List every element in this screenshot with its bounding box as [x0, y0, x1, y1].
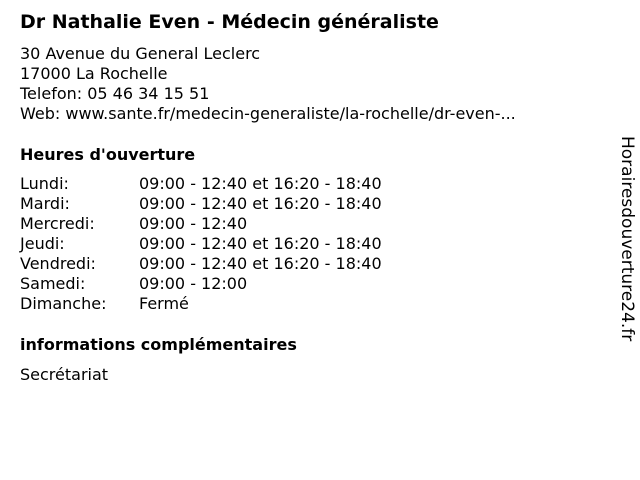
time-value: 09:00 - 12:40: [139, 214, 248, 233]
website-link[interactable]: Web: www.sante.fr/medecin-generaliste/la-rochelle/dr-even-...: [20, 104, 516, 123]
day-label: Vendredi:: [20, 254, 96, 273]
day-label: Mardi:: [20, 194, 70, 213]
hours-row-mardi: [20, 194, 382, 214]
site-watermark: [612, 136, 638, 376]
hours-row-jeudi: [20, 234, 382, 254]
time-value: 09:00 - 12:40 et 16:20 - 18:40: [139, 234, 382, 253]
street-address: 30 Avenue du General Leclerc: [20, 44, 261, 63]
hours-row-lundi: [20, 174, 382, 194]
day-label: Mercredi:: [20, 214, 95, 233]
time-value: Fermé: [139, 294, 189, 313]
time-value: 09:00 - 12:40 et 16:20 - 18:40: [139, 194, 382, 213]
opening-hours-heading: Heures d'ouverture: [20, 145, 196, 164]
time-value: 09:00 - 12:40 et 16:20 - 18:40: [139, 254, 382, 273]
hours-row-dimanche: [20, 294, 382, 314]
opening-hours-table: [20, 174, 382, 314]
city-address: 17000 La Rochelle: [20, 64, 168, 83]
watermark-text: Horairesdouverture24.fr: [617, 136, 637, 342]
time-value: 09:00 - 12:40 et 16:20 - 18:40: [139, 174, 382, 193]
day-label: Lundi:: [20, 174, 69, 193]
page-title: Dr Nathalie Even - Médecin généraliste: [20, 11, 439, 33]
phone-number: Telefon: 05 46 34 15 51: [20, 84, 210, 103]
time-value: 09:00 - 12:00: [139, 274, 248, 293]
address-block: [20, 44, 516, 124]
additional-info-heading: informations complémentaires: [20, 335, 297, 354]
day-label: Samedi:: [20, 274, 86, 293]
hours-row-vendredi: [20, 254, 382, 274]
day-label: Jeudi:: [20, 234, 65, 253]
hours-row-samedi: [20, 274, 382, 294]
day-label: Dimanche:: [20, 294, 107, 313]
additional-info-text: Secrétariat: [20, 365, 109, 384]
hours-row-mercredi: [20, 214, 382, 234]
